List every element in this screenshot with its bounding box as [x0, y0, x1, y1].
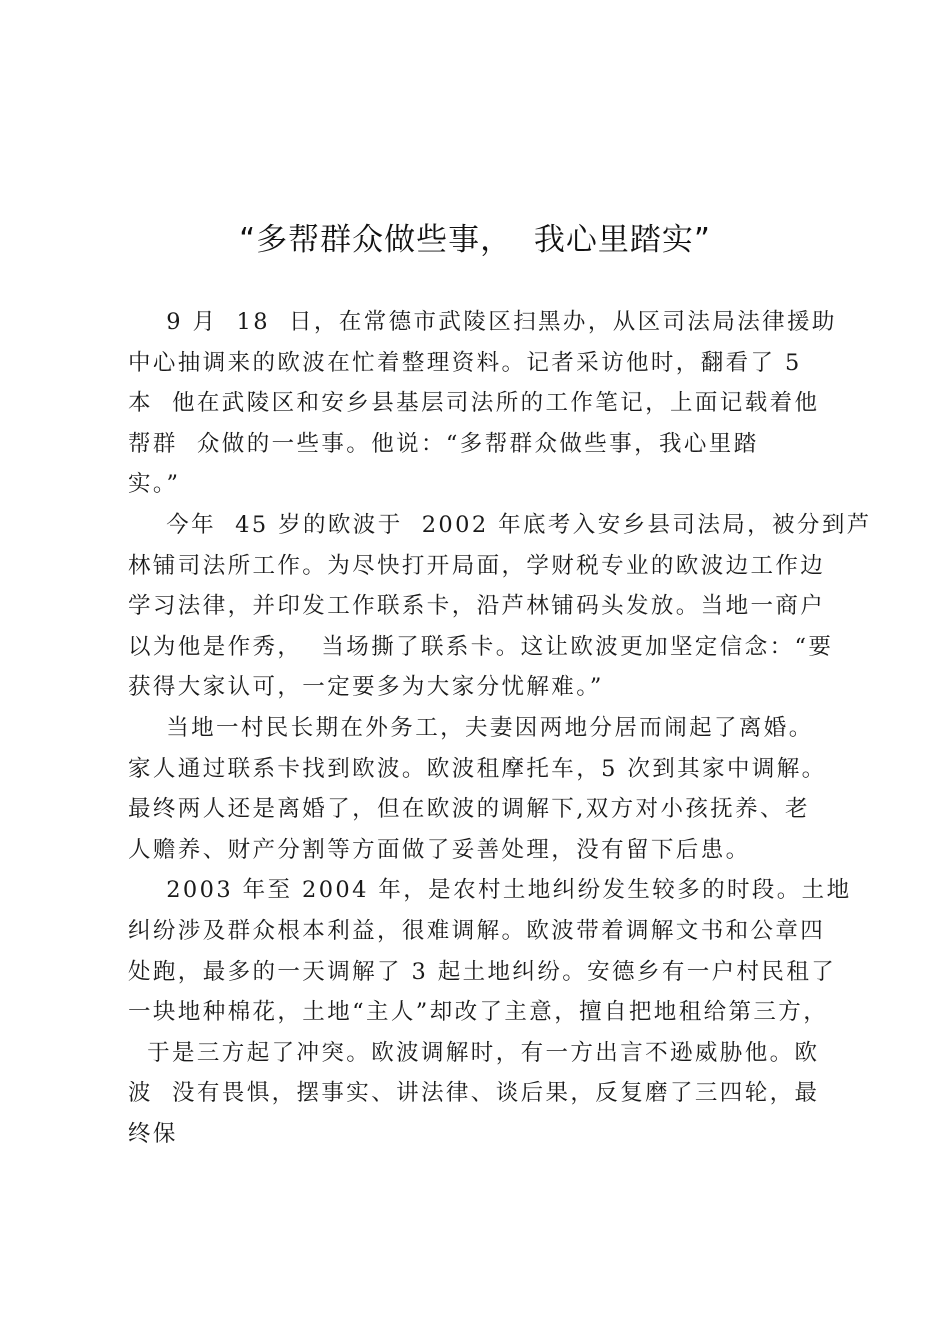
- body-line: 人赡养、财产分割等方面做了妥善处理，没有留下后患。: [128, 836, 751, 863]
- article-title: “多帮群众做些事， 我心里踏实”: [239, 222, 711, 258]
- body-line: 获得大家认可，一定要多为大家分忧解难。”: [128, 674, 604, 701]
- body-line: 帮群 众做的一些事。他说：“多帮群众做些事，我心里踏: [128, 430, 759, 457]
- body-line: 一块地种棉花，土地“主人”却改了主意，擅自把地租给第三方，: [128, 999, 829, 1026]
- body-line: 实。”: [128, 471, 181, 498]
- body-line: 中心抽调来的欧波在忙着整理资料。记者采访他时，翻看了 5: [128, 349, 802, 376]
- body-line: 本 他在武陵区和安乡县基层司法所的工作笔记，上面记载着他: [128, 390, 820, 417]
- body-line: 家人通过联系卡找到欧波。欧波租摩托车，5 次到其家中调解。: [128, 755, 827, 782]
- body-line: 处跑，最多的一天调解了 3 起土地纠纷。安德乡有一户村民租了: [128, 958, 837, 985]
- body-line: 纠纷涉及群众根本利益，很难调解。欧波带着调解文书和公章四: [128, 917, 826, 944]
- body-line: 今年 45 岁的欧波于 2002 年底考入安乡县司法局，被分到芦: [128, 511, 872, 538]
- body-line: 波 没有畏惧，摆事实、讲法律、谈后果，反复磨了三四轮，最: [128, 1080, 820, 1107]
- body-line: 最终两人还是离婚了，但在欧波的调解下,双方对小孩抚养、老: [128, 796, 810, 823]
- body-line: 学习法律，并印发工作联系卡，沿芦林铺码头发放。当地一商户: [128, 593, 826, 620]
- body-line: 终保: [128, 1120, 178, 1147]
- article-body: [128, 302, 872, 1154]
- body-line: 以为他是作秀， 当场撕了联系卡。这让欧波更加坚定信念：“要: [128, 633, 834, 660]
- body-line: 9 月 18 日，在常德市武陵区扫黑办，从区司法局法律援助: [128, 309, 837, 335]
- body-line: 林铺司法所工作。为尽快打开局面，学财税专业的欧波边工作边: [128, 552, 826, 579]
- body-line: 于是三方起了冲突。欧波调解时，有一方出言不逊威胁他。欧: [128, 1039, 820, 1066]
- body-line: 当地一村民长期在外务工，夫妻因两地分居而闹起了离婚。: [128, 714, 814, 741]
- body-line: 2003 年至 2004 年，是农村土地纠纷发生较多的时段。土地: [128, 877, 852, 904]
